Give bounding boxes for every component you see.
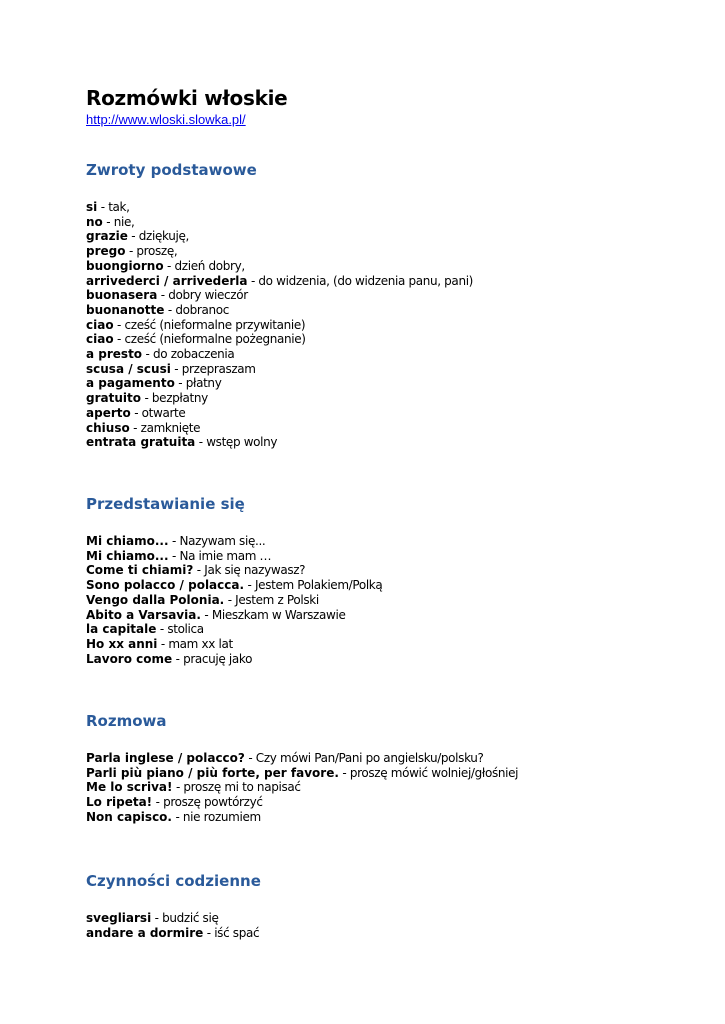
phrase-separator: - [113, 332, 125, 347]
phrase-translation: tak, [108, 200, 130, 214]
phrase-list [86, 751, 518, 825]
phrase-entry [86, 347, 473, 362]
phrase-term: arrivederci / arrivederla [86, 273, 248, 288]
phrase-entry [86, 362, 473, 377]
phrase-entry [86, 421, 473, 436]
section-basic-phrases [86, 160, 473, 450]
phrase-translation: proszę powtórzyć [163, 795, 263, 810]
phrase-translation: dzień dobry, [174, 258, 245, 273]
phrase-translation: Jestem Polakiem/Polką [254, 578, 383, 593]
phrase-term: prego [86, 244, 126, 259]
phrase-translation: proszę mówić wolniej/głośniej [349, 765, 519, 780]
phrase-separator: - [244, 751, 256, 765]
phrase-entry [86, 406, 473, 421]
phrase-separator: - [244, 578, 255, 593]
section-title: Czynności codzienne [86, 872, 261, 890]
phrase-translation: zamknięte [140, 420, 201, 435]
phrase-translation: płatny [185, 376, 222, 391]
phrase-term: scusa / scusi [86, 361, 171, 376]
phrase-term: a presto [86, 347, 143, 362]
phrase-term: la capitale [86, 622, 157, 637]
phrase-term: svegliarsi [86, 911, 152, 925]
phrase-entry [86, 780, 518, 795]
phrase-translation: proszę, [136, 244, 178, 259]
phrase-entry [86, 911, 261, 926]
phrase-entry [86, 563, 382, 578]
phrase-term: andare a dormire [86, 925, 204, 940]
phrase-separator: - [102, 214, 114, 229]
phrase-entry [86, 810, 518, 825]
phrase-separator: - [193, 563, 205, 578]
phrase-entry [86, 215, 473, 230]
phrase-term: gratuito [86, 391, 141, 406]
phrase-translation: wstęp wolny [206, 435, 278, 450]
phrase-term: grazie [86, 229, 128, 244]
phrase-separator: - [338, 765, 350, 780]
phrase-term: buonasera [86, 288, 158, 303]
phrase-translation: dobranoc [175, 302, 229, 317]
phrase-separator: - [224, 592, 236, 607]
phrase-list [86, 200, 473, 450]
phrase-separator: - [113, 317, 125, 332]
phrase-separator: - [163, 258, 175, 273]
phrase-term: Me lo scriva! [86, 780, 173, 795]
phrase-translation: Jak się nazywasz? [204, 563, 306, 578]
phrase-entry [86, 652, 382, 667]
phrase-term: Lo ripeta! [86, 795, 153, 810]
phrase-entry [86, 318, 473, 333]
phrase-separator: - [172, 651, 184, 666]
phrase-translation: Nazywam się... [179, 534, 266, 548]
phrase-entry [86, 549, 382, 564]
section-introductions [86, 494, 382, 666]
phrase-separator: - [172, 780, 184, 795]
phrase-term: Vengo dalla Polonia. [86, 592, 225, 607]
phrase-separator: - [170, 361, 182, 376]
phrase-term: ciao [86, 317, 114, 332]
phrase-term: Come ti chiami? [86, 563, 194, 578]
phrase-term: ciao [86, 332, 114, 347]
phrase-term: si [86, 200, 98, 214]
phrase-entry [86, 303, 473, 318]
phrase-entry [86, 435, 473, 450]
phrase-term: Mi chiamo... [86, 548, 169, 563]
phrase-entry [86, 274, 473, 289]
phrase-term: Ho xx anni [86, 636, 158, 651]
phrase-term: no [86, 214, 103, 229]
phrase-translation: nie rozumiem [182, 809, 261, 824]
phrase-term: entrata gratuita [86, 435, 196, 450]
phrase-entry [86, 622, 382, 637]
document-body [86, 84, 706, 940]
phrase-separator: - [200, 607, 212, 622]
website-link[interactable]: http://www.wloski.slowka.pl/ [86, 112, 246, 127]
phrase-separator: - [130, 405, 142, 420]
phrase-term: aperto [86, 405, 131, 420]
phrase-separator: - [174, 376, 186, 391]
phrase-translation: pracuję jako [183, 651, 253, 666]
phrase-separator: - [97, 200, 109, 214]
phrase-entry [86, 534, 382, 549]
phrase-translation: Na imie mam … [179, 548, 272, 563]
phrase-separator: - [203, 925, 215, 940]
phrase-term: Abito a Varsavia. [86, 607, 201, 622]
phrase-translation: nie, [113, 214, 135, 229]
phrase-separator: - [168, 534, 180, 548]
phrase-separator: - [195, 435, 207, 450]
phrase-separator: - [157, 288, 169, 303]
section-conversation [86, 711, 518, 825]
document-title: Rozmówki włoskie [86, 86, 288, 110]
phrase-translation: dobry wieczór [168, 288, 248, 303]
section-title: Zwroty podstawowe [86, 161, 257, 179]
phrase-term: Lavoro come [86, 651, 173, 666]
phrase-term: Mi chiamo... [86, 534, 169, 548]
section-daily-activities [86, 871, 261, 940]
phrase-entry [86, 637, 382, 652]
phrase-entry [86, 751, 518, 766]
phrase-entry [86, 593, 382, 608]
phrase-translation: budzić się [162, 911, 219, 925]
phrase-entry [86, 244, 473, 259]
phrase-translation: stolica [167, 622, 204, 637]
phrase-separator: - [156, 622, 168, 637]
phrase-separator: - [171, 809, 183, 824]
phrase-term: a pagamento [86, 376, 175, 391]
phrase-separator: - [127, 229, 139, 244]
phrase-separator: - [168, 548, 180, 563]
phrase-translation: cześć (nieformalne pożegnanie) [124, 332, 306, 347]
phrase-separator: - [129, 420, 141, 435]
phrase-separator: - [142, 347, 153, 362]
phrase-translation: przepraszam [181, 361, 256, 376]
phrase-entry [86, 926, 261, 941]
phrase-entry [86, 259, 473, 274]
phrase-term: chiuso [86, 420, 130, 435]
phrase-translation: dziękuję, [138, 229, 189, 244]
phrase-term: buonanotte [86, 302, 165, 317]
phrase-separator: - [140, 391, 152, 406]
phrase-list [86, 911, 261, 940]
phrase-separator: - [152, 795, 164, 810]
phrase-separator: - [151, 911, 163, 925]
section-title: Rozmowa [86, 712, 167, 730]
phrase-entry [86, 795, 518, 810]
phrase-separator: - [164, 302, 176, 317]
phrase-entry [86, 578, 382, 593]
phrase-entry [86, 766, 518, 781]
phrase-entry [86, 391, 473, 406]
phrase-translation: Mieszkam w Warszawie [211, 607, 346, 622]
phrase-translation: do zobaczenia [152, 347, 235, 362]
phrase-separator: - [125, 244, 137, 259]
phrase-entry [86, 200, 473, 215]
phrase-translation: otwarte [141, 405, 186, 420]
phrase-entry [86, 608, 382, 623]
phrase-translation: cześć (nieformalne przywitanie) [124, 317, 306, 332]
phrase-term: Sono polacco / polacca. [86, 578, 245, 593]
phrase-translation: iść spać [214, 925, 260, 940]
phrase-translation: proszę mi to napisać [183, 780, 301, 795]
phrase-term: Parli più piano / più forte, per favore. [86, 765, 339, 780]
section-title: Przedstawianie się [86, 495, 245, 513]
phrase-term: buongiorno [86, 258, 164, 273]
phrase-list [86, 534, 382, 666]
phrase-translation: do widzenia, (do widzenia panu, pani) [258, 273, 474, 288]
phrase-translation: bezpłatny [151, 391, 208, 406]
phrase-term: Parla inglese / polacco? [86, 751, 245, 765]
phrase-translation: mam xx lat [168, 636, 233, 651]
phrase-separator: - [247, 273, 259, 288]
phrase-entry [86, 288, 473, 303]
phrase-translation: Jestem z Polski [235, 592, 319, 607]
phrase-entry [86, 229, 473, 244]
phrase-translation: Czy mówi Pan/Pani po angielsku/polsku? [255, 751, 484, 765]
phrase-term: Non capisco. [86, 809, 172, 824]
phrase-entry [86, 332, 473, 347]
phrase-separator: - [157, 636, 169, 651]
phrase-entry [86, 376, 473, 391]
